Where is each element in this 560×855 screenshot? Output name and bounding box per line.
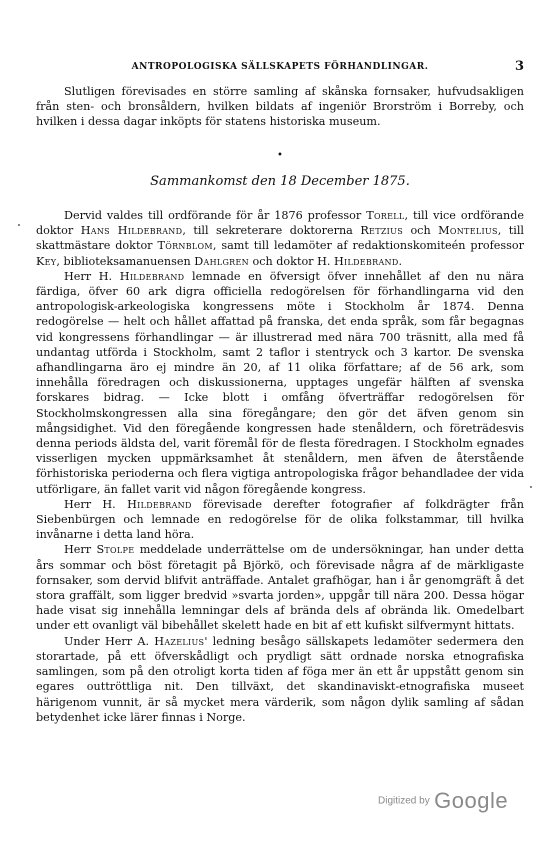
text-run: Herr H.: [64, 269, 120, 283]
person-name: Key: [36, 254, 57, 268]
person-name: Torell: [366, 209, 405, 222]
paragraph-bjorko-excavation: [36, 542, 524, 633]
text-run: förevisade derefter fotografier af folkdrägter från Siebenbürgen och lemnade en redogörelse för de olika folkstammar, till hvilka invånarne i detta land höra.: [36, 497, 525, 542]
running-header: [36, 59, 524, 78]
person-name: Hans Hildebrand: [80, 224, 183, 238]
watermark-brand: Google: [434, 788, 509, 813]
separator-dot: •: [277, 150, 283, 161]
text-run: meddelade underrättelse om de undersökningar, han under detta års sommar och böst företagit på Björkö, och förevisade några af de märkligaste fornsaker, som dervid blifvit anträffade. Antalet grafhögar, han i år genomgräft å det stora graffält, som ligger bredvid »svarta jorden», uppgår till nära 200. Dessa högar hade visat sig innehålla lemningar dels af brända dels af obrända lik. Omedelbart under ett ovanligt väl bibehållet skelett hade en bit af ett kufiskt silfvermynt hittats.: [36, 543, 524, 633]
paragraph-congress-report: [36, 269, 524, 497]
intro-paragraph: Slutligen förevisades en större samling af skånska fornsaker, hufvudsakligen från sten- och bronsåldern, hvilken bildats af ingeniör Brorström i Borreby, och hvilken i dessa dagar inköpts för statens historiska museum.: [36, 85, 524, 129]
text-run: Herr: [64, 543, 97, 557]
text-run: Under Herr A.: [64, 634, 155, 648]
digitization-watermark: [378, 788, 508, 814]
watermark-prefix: Digitized by: [378, 795, 430, 807]
text-run: .: [398, 254, 403, 268]
text-run: Dervid valdes till ordförande för år 1876 professor: [64, 209, 367, 222]
person-name: Hildebrand: [127, 497, 192, 511]
text-run: , till vice ordförande doktor: [36, 209, 524, 238]
text-run: , till skattmästare doktor: [36, 224, 524, 253]
text-run: lemnade en öfversigt öfver innehållet af den nu nära färdiga, öfver 60 ark digra officiella redogörelsen för förhandlingarna vid den antropologisk-arkeologiska kongressens möte i Stockholm år 1874. Denna redogörelse — helt och hållet affattad på franska, det enda språk, som får begagnas vid kongressens förhandlingar — är illustrerad med nära 700 träsnitt, alla med få undantag utförda i Stockholm, samt 2 taflor i stentryck och 3 kartor. De svenska afhandlingarna äro ej mindre än 20, af 11 olika författare; af de 56 ark, som innehålla föredragen och diskussionerna, upptages ungefär hälften af svenska forskares bidrag. — Icke blott i omfång öfverträffar redogörelsen för Stockholmskongressen alla sina föregångare; den gör det äfven genom sin mångsidighet. Vid den föregående kongressen hade stenåldern, och företrädesvis denna periods äldsta del, varit föremål för de flesta föredragen. I Stockholm egnades visserligen mycken uppmärksamhet åt stenåldern, men äfven de återstående förhistoriska perioderna och flera vigtiga antropologiska frågor behandladee der vida utförligare, än fallet varit vid någon föregående kongress.: [36, 269, 524, 496]
person-name: Dahlgren: [194, 254, 249, 268]
scan-speck: [18, 224, 20, 226]
text-run: , biblioteksamanuensen: [56, 254, 195, 268]
text-run: , till sekreterare doktorerna: [182, 224, 361, 238]
section-title: Sammankomst den 18 December 1875.: [150, 174, 410, 189]
person-name: Montelius: [438, 224, 498, 238]
paragraph-costume-photos: [36, 497, 524, 543]
text-run: , samt till ledamöter af redaktionskomiteén professor: [212, 239, 524, 253]
person-name: Hildebrand: [119, 269, 185, 283]
person-name: Törnblom: [157, 239, 213, 253]
text-run: ' ledning besågo sällskapets ledamöter sedermera den storartade, på ett öfverskådligt och prydligt sätt ordnade norska etnografiska samlingen, som på den otroligt korta tiden af föga mer än ett år uppstått genom sin egares outtröttliga nit. Den tillväxt, det skandinaviskt-etnografiska museet härigenom vunnit, är så mycket mera värderik, som någon dylik samling af sådan betydenhet icke lärer finnas i Norge.: [36, 634, 524, 724]
text-run: och doktor H.: [248, 254, 334, 268]
person-name: Stolpe: [96, 543, 135, 557]
person-name: Hazelius: [154, 634, 205, 648]
person-name: Retzius: [360, 224, 403, 238]
intro-block: [36, 84, 524, 130]
text-run: Herr H.: [64, 497, 128, 511]
paragraph-ethnographic-collection: [36, 634, 524, 725]
page-number: 3: [514, 59, 524, 74]
person-name: Hildebrand: [333, 254, 399, 268]
paragraph-election: [36, 208, 524, 269]
main-text: [36, 208, 524, 725]
text-run: och: [402, 224, 439, 238]
scan-speck: [530, 486, 532, 488]
running-title: ANTROPOLOGISKA SÄLLSKAPETS FÖRHANDLINGAR.: [131, 62, 429, 72]
